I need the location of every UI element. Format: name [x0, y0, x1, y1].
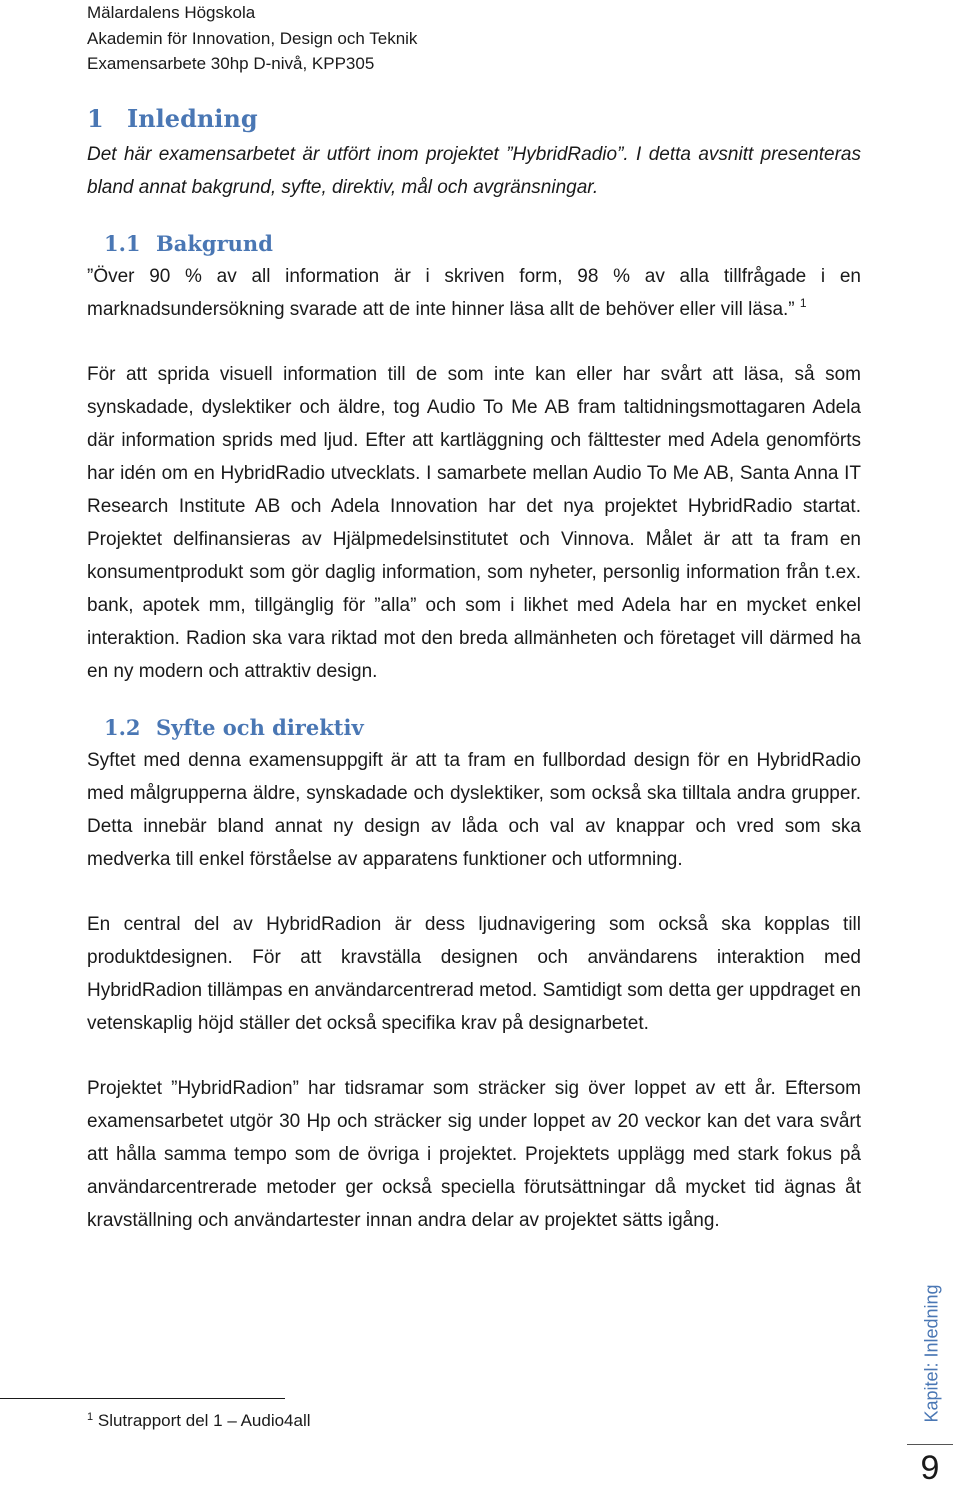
bakgrund-quote — [87, 260, 861, 326]
section-title: Syfte och direktiv — [156, 715, 364, 740]
footnote-text: Slutrapport del 1 – Audio4all — [97, 1411, 311, 1430]
chapter-side-label — [912, 1272, 952, 1434]
section-number: 1.2 — [104, 715, 141, 740]
chapter-intro: Det här examensarbetet är utfört inom projektet ”HybridRadio”. I detta avsnitt presenteras bland annat bakgrund, syfte, direktiv, mål och avgränsningar. — [87, 144, 861, 198]
header-academy: Akademin för Innovation, Design och Teknik — [87, 28, 418, 48]
chapter-label: Kapitel: Inledning — [921, 1283, 942, 1423]
section-heading-syfte — [104, 712, 861, 744]
section-number: 1.1 — [104, 231, 141, 256]
chapter-title: Inledning — [127, 104, 258, 133]
page-header — [87, 0, 887, 77]
quote-text: ”Över 90 % av all information är i skriven form, 98 % av alla tillfrågade i en marknadsundersökning svarade att de inte hinner läsa allt de behöver eller vill läsa.” — [87, 266, 861, 320]
header-university: Mälardalens Högskola — [87, 3, 256, 22]
chapter-heading — [87, 100, 861, 138]
syfte-paragraph-3: Projektet ”HybridRadion” har tidsramar som sträcker sig över loppet av ett år. Eftersom examensarbetet utgör 30 Hp och sträcker sig under loppet av 20 veckor kan det vara svårt att hålla samma tempo som de övriga i projektet. Projektets upplägg med stark fokus på användarcentrerade metoder ger också speciella förutsättningar då mycket tid ägnas åt kravställning och användartester innan andra delar av projektet sätts igång. — [87, 1078, 861, 1231]
footnote-marker: 1 — [87, 1411, 94, 1423]
footnote-reference: 1 — [799, 296, 807, 310]
header-course: Examensarbete 30hp D-nivå, KPP305 — [87, 54, 375, 73]
page-number-divider — [907, 1444, 953, 1445]
footnote — [87, 1408, 311, 1434]
page-number: 9 — [920, 1449, 940, 1487]
footnote-separator — [0, 1398, 285, 1399]
document-body — [87, 100, 861, 1237]
chapter-number: 1 — [87, 104, 104, 133]
section-title: Bakgrund — [156, 231, 273, 256]
bakgrund-paragraph: För att sprida visuell information till de som inte kan eller har svårt att läsa, så som synskadade, dyslektiker och äldre, tog Audio To Me AB fram taltidningsmottagaren Adela där information sprids med ljud. Efter att kartläggning och fälttester med Adela genomförts har idén om en HybridRadio utvecklats. I samarbete mellan Audio To Me AB, Santa Anna IT Research Institute AB och Adela Innovation har det nya projektet HybridRadio startat. Projektet delfinansieras av Hjälpmedelsinstitutet och Vinnova. Målet är att ta fram en konsumentprodukt som gör daglig information, som nyheter, personlig information från t.ex. bank, apotek mm, tillgänglig för ”alla” och som i likhet med Adela har en mycket enkel interaktion. Radion ska vara riktad mot den breda allmänheten och företaget vill därmed ha en ny modern och attraktiv design. — [87, 364, 861, 682]
syfte-paragraph-2: En central del av HybridRadion är dess ljudnavigering som också ska kopplas till produktdesignen. För att kravställa designen och användarens interaktion med HybridRadion tillämpas en användarcentrerad metod. Samtidigt som detta ger uppdraget en vetenskaplig höjd ställer det också specifika krav på designarbetet. — [87, 914, 861, 1034]
syfte-paragraph-1: Syftet med denna examensuppgift är att ta fram en fullbordad design för en HybridRadio med målgrupperna äldre, synskadade och dyslektiker, som också ska tilltala andra grupper. Detta innebär bland annat ny design av låda och val av knappar och vred som ska medverka till enkel förståelse av apparatens funktioner och utformning. — [87, 750, 861, 870]
section-heading-bakgrund — [104, 228, 861, 260]
